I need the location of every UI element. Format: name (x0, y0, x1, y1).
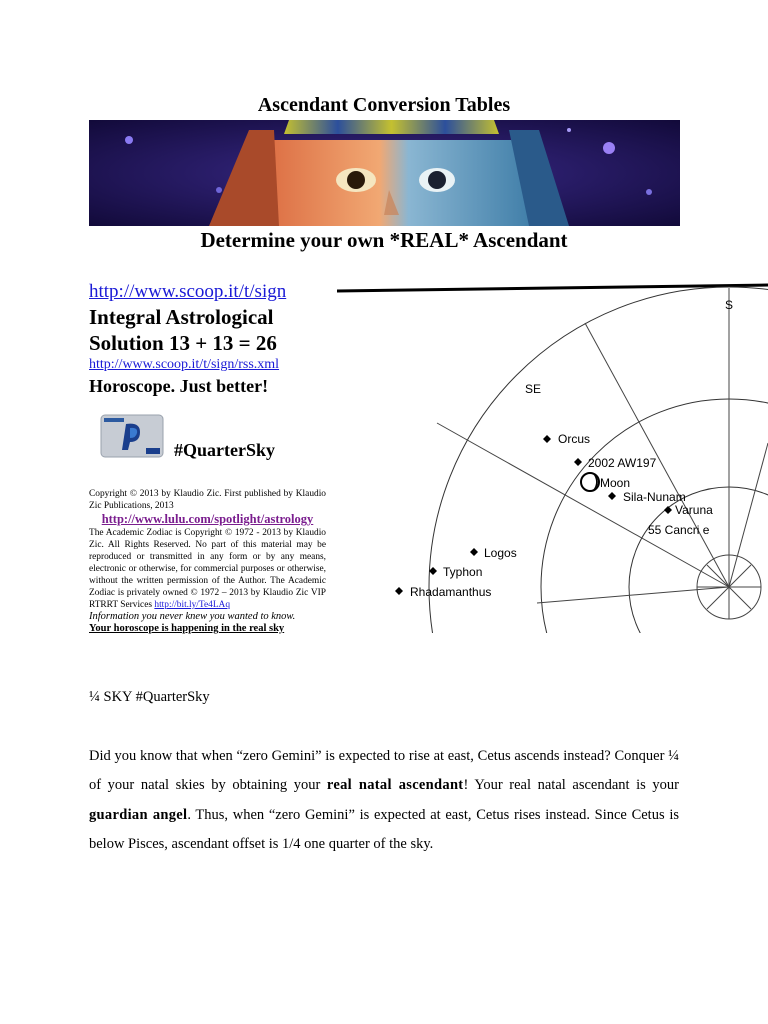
sky-map (337, 283, 768, 633)
copyright-text-b: The Academic Zodiac is Copyright © 1972 - 2013 by Klaudio Zic. All Rights Reserved. No part of this material may be reproduced or transmitted in any form or by any means, electronic or otherwise, for commercial purposes or otherwise, without the written permission of the Author. The Academic Zodiac is privately owned © 1972 – 2013 by Klaudio Zic VIP RTRRT Services (89, 528, 326, 610)
lulu-link[interactable]: http://www.lulu.com/spotlight/astrology (101, 512, 314, 526)
real-sky-line: Your horoscope is happening in the real sky (89, 623, 285, 634)
copyright-block (89, 488, 326, 635)
body-bold-2: guardian angel (89, 806, 188, 823)
brand-line-1: Integral Astrological (89, 305, 274, 329)
paypal-card-icon[interactable] (100, 414, 164, 458)
brand-line-2: Solution 13 + 13 = 26 (89, 331, 277, 355)
info-italic-line: Information you never knew you wanted to know. (89, 611, 296, 622)
page-subtitle: Determine your own *REAL* Ascendant (200, 228, 568, 252)
sky-object-4: Varuna (675, 503, 713, 517)
brand-heading (89, 304, 329, 356)
sky-object-5: 55 Cancri e (648, 523, 710, 537)
sky-object-2: Moon (600, 476, 631, 490)
banner-image (89, 120, 680, 226)
southeast-label: SE (525, 382, 542, 396)
copyright-text-a: Copyright © 2013 by Klaudio Zic. First published by Klaudio Zic Publications, 2013 (89, 489, 326, 511)
sky-object-8: Rhadamanthus (410, 585, 492, 599)
south-label: S (725, 298, 734, 312)
quartersky-heading: #QuarterSky (174, 440, 275, 460)
body-paragraph (89, 742, 679, 859)
body-text-1: Did you know that when “zero Gemini” is expected to rise at east, Cetus ascends instead? Conquer ¼ of your natal skies by obtaining your (89, 748, 679, 794)
page-title: Ascendant Conversion Tables (257, 94, 511, 116)
rss-link[interactable]: http://www.scoop.it/t/sign/rss.xml (89, 357, 280, 372)
sky-object-0: Orcus (558, 432, 591, 446)
sky-object-6: Logos (484, 546, 517, 560)
body-text-2: ! Your real natal ascendant is your (463, 777, 679, 794)
scoop-link[interactable]: http://www.scoop.it/t/sign (89, 281, 287, 302)
sky-object-1: 2002 AW197 (588, 456, 657, 470)
section-title: ¼ SKY #QuarterSky (89, 689, 210, 705)
sky-object-7: Typhon (443, 565, 483, 579)
bitly-link[interactable]: http://bit.ly/Te4LAq (154, 600, 231, 610)
sky-object-3: Sila-Nunam (623, 490, 686, 504)
body-text-3: . Thus, when “zero Gemini” is expected at east, Cetus rises instead. Since Cetus is below Pisces, ascendant offset is 1/4 one quarter of the sky. (89, 806, 679, 852)
tagline: Horoscope. Just better! (89, 376, 269, 396)
body-bold-1: real natal ascendant (326, 777, 464, 794)
